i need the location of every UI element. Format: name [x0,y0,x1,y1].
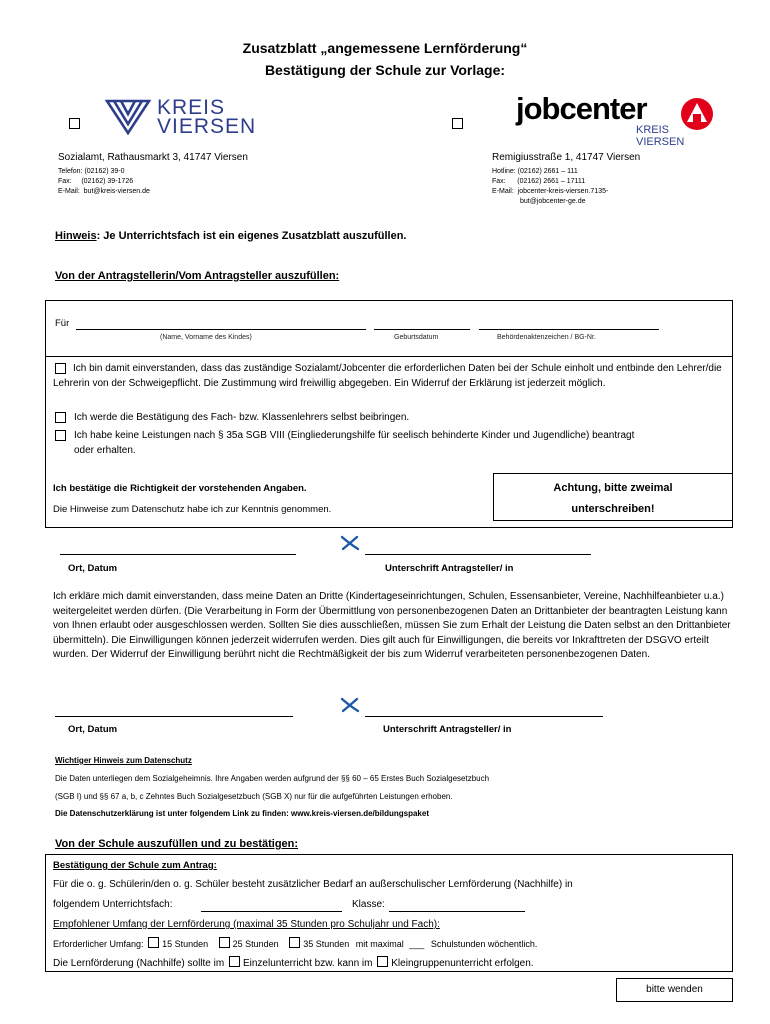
jobcenter-logo-text: jobcenter [516,91,647,126]
format-label: Die Lernförderung (Nachhilfe) sollte im [53,958,225,969]
hours-35-label: 35 Stunden [303,939,350,949]
checkbox-jobcenter[interactable] [452,118,463,129]
confirm-text-2: Die Hinweise zum Datenschutz habe ich zur Kenntnis genommen. [53,504,332,515]
sozialamt-address: Sozialamt, Rathausmarkt 3, 41747 Viersen [58,152,248,163]
sign-here-marker-1 [340,535,360,556]
place-date-line-2[interactable] [55,716,293,717]
birthdate-caption: Geburtsdatum [394,334,439,341]
max-text: mit maximal [355,939,404,949]
school-text-line-1: Für die o. g. Schülerin/den o. g. Schüler besteht zusätzlicher Bedarf an außerschulischer Lernförderung (Nachhilfe) in [53,879,573,890]
consent-checkbox-3[interactable] [55,430,66,441]
kreis-viersen-logo [105,98,151,141]
sign-here-x-icon [340,535,360,551]
hint-row [55,230,406,242]
group-lesson-checkbox[interactable] [377,956,388,967]
class-label: Klasse: [352,899,385,910]
single-lesson-checkbox[interactable] [229,956,240,967]
group-lesson-label: Kleingruppenunterricht erfolgen. [391,958,534,969]
school-section-heading: Von der Schule auszufüllen und zu bestätigen: [55,838,299,850]
hours-25-checkbox[interactable] [219,937,230,948]
jobcenter-arrow-icon [680,97,714,131]
weekly-hours-blank[interactable]: ___ [409,939,425,949]
third-party-consent-text: Ich erkläre mich damit einverstanden, dass meine Daten an Dritte (Kindertageseinrichtungen, Schulen, Essensanbieter, Vereine, Nachhilfeanbieter u.a.) weitergeleitet werden dürfen. (Die Verarbeitung in Form der Übermittlung von personenbezogenen Daten an Drittanbieter der beantragten Leistung kann von Ihnen erlaubt oder ausgeschlossen werden. Sollten Sie dies ausschließen, müssen Sie zum Erhalt der Leistung die Daten selbst an den Drittanbieter übermitteln). Die Einwilligungen können jederzeit widerrufen werden. Dies gilt auch für Einwilligungen, die bereits vor Inkrafttreten der DSGVO erteilt wurden. Der Widerruf der Einwilligung berührt nicht die Rechtmäßigkeit der bis zum Widerruf verarbeiteten personenbezogenen Daten. [53,591,731,660]
jobcenter-email: E-Mail: jobcenter-kreis-viersen.7135- [492,188,609,195]
hint-text: : Je Unterrichtsfach ist ein eigenes Zusatzblatt auszufüllen. [96,230,407,242]
turn-over-text: bitte wenden [646,984,703,995]
sozialamt-email: E-Mail: but@kreis-viersen.de [58,188,150,195]
case-number-caption: Behördenaktenzeichen / BG-Nr. [497,334,596,341]
single-lesson-label: Einzelunterricht bzw. kann im [242,958,373,969]
document-subtitle: Bestätigung der Schule zur Vorlage: [264,62,506,78]
kreis-viersen-logo-icon [105,98,151,136]
sozialamt-fax: Fax: (02162) 39-1726 [58,178,134,185]
consent-checkbox-2[interactable] [55,412,66,423]
applicant-box-divider [45,356,733,357]
signature-line-1[interactable] [365,554,591,555]
checkbox-sozialamt[interactable] [69,118,80,129]
attention-line-1: Achtung, bitte zweimal [553,482,673,494]
case-number-line[interactable] [479,329,659,330]
document-title: Zusatzblatt „angemessene Lernförderung“ [242,40,528,56]
privacy-line-2: (SGB I) und §§ 67 a, b, c Zehntes Buch Sozialgesetzbuch (SGB X) nur für die aufgeführten Leistungen erhoben. [55,792,453,801]
jobcenter-logo-sub-2: VIERSEN [636,136,685,148]
jobcenter-logo-sub-1: KREIS [636,124,670,136]
sozialamt-phone: Telefon: (02162) 39-0 [58,168,125,175]
subject-input-line[interactable] [201,911,342,912]
signature-line-2[interactable] [365,716,603,717]
consent-text-1: Ich bin damit einverstanden, dass das zuständige Sozialamt/Jobcenter die erforderlichen Daten bei der Schule einholt und entbinde den Lehrer/die Lehrerin von der Schweigepflicht. Die Zustimmung wird freiwillig abgegeben. Ein Widerruf der Erklärung ist jederzeit möglich. [53,363,722,389]
child-name-caption: (Name, Vorname des Kindes) [160,334,252,341]
kreis-viersen-logo-text-1: KREIS [157,96,226,119]
privacy-line-1: Die Daten unterliegen dem Sozialgeheimnis. Ihre Angaben werden aufgrund der §§ 60 – 65 Erstes Buch Sozialgesetzbuch [55,774,490,783]
required-hours-label: Erforderlicher Umfang: [53,939,144,949]
applicant-section-heading: Von der Antragstellerin/Vom Antragsteller auszufüllen: [55,270,340,282]
privacy-link-line: Die Datenschutzerklärung ist unter folgendem Link zu finden: www.kreis-viersen.de/bildungspaket [55,809,429,818]
jobcenter-address: Remigiusstraße 1, 41747 Viersen [492,152,641,163]
hint-label: Hinweis [55,230,97,242]
sign-here-x-icon [340,697,360,713]
kreis-viersen-logo-text-2: VIERSEN [157,115,257,138]
weekly-text: Schulstunden wöchentlich. [430,939,538,949]
format-row [53,956,534,969]
privacy-heading: Wichtiger Hinweis zum Datenschutz [55,756,192,765]
school-box [45,854,733,972]
signature-label-1: Unterschrift Antragsteller/ in [385,563,514,574]
child-name-line[interactable] [76,329,366,330]
confirm-text-1: Ich bestätige die Richtigkeit der vorstehenden Angaben. [53,483,307,494]
jobcenter-logo [680,97,714,136]
for-label: Für [55,318,70,329]
attention-line-2: unterschreiben! [571,503,655,515]
hours-25-label: 25 Stunden [232,939,279,949]
recommended-heading: Empfohlener Umfang der Lernförderung (maximal 35 Stunden pro Schuljahr und Fach): [53,919,440,930]
jobcenter-email-cont: but@jobcenter-ge.de [520,198,586,205]
place-date-line-1[interactable] [60,554,296,555]
hours-35-checkbox[interactable] [289,937,300,948]
hours-15-checkbox[interactable] [148,937,159,948]
jobcenter-fax: Fax: (02162) 2661 – 17111 [492,178,586,185]
jobcenter-hotline: Hotline: (02162) 2661 – 111 [492,168,578,175]
class-input-line[interactable] [389,911,525,912]
place-date-label-1: Ort, Datum [68,563,118,574]
consent-text-3: Ich habe keine Leistungen nach § 35a SGB VIII (Eingliederungshilfe für seelisch behinderte Kinder und Jugendliche) beantragt oder erhalten. [74,430,635,456]
subject-label: folgendem Unterrichtsfach: [53,899,173,910]
sign-here-marker-2 [340,697,360,718]
signature-label-2: Unterschrift Antragsteller/ in [383,724,512,735]
hours-15-label: 15 Stunden [162,939,209,949]
required-hours-row [53,937,537,949]
consent-text-2: Ich werde die Bestätigung des Fach- bzw. Klassenlehrers selbst beibringen. [74,412,410,423]
school-confirm-heading: Bestätigung der Schule zum Antrag: [53,860,217,871]
birthdate-line[interactable] [374,329,470,330]
place-date-label-2: Ort, Datum [68,724,118,735]
